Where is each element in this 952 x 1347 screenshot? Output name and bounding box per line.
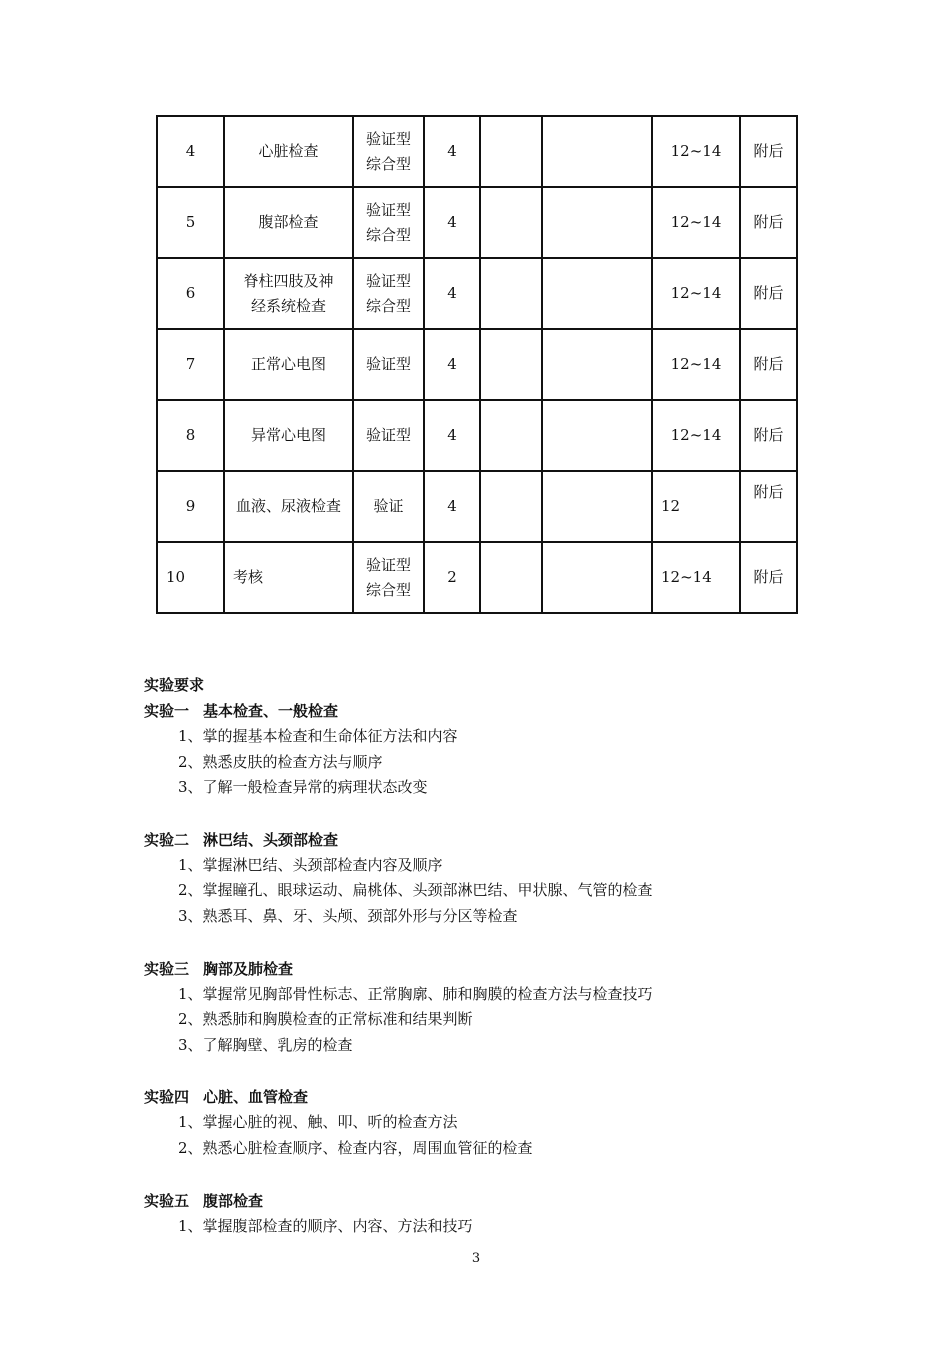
cell-experiment-name-line: 血液、尿液检查 xyxy=(235,497,341,515)
cell-empty xyxy=(542,542,652,613)
cell-note: 附后 xyxy=(740,471,797,542)
table-row xyxy=(157,471,797,542)
cell-group-size: 12~14 xyxy=(652,400,740,471)
requirements-title: 实验要求 xyxy=(144,676,205,694)
cell-experiment-type-line: 验证 xyxy=(373,497,404,515)
cell-group-size: 12~14 xyxy=(652,258,740,329)
cell-experiment-type xyxy=(353,400,424,471)
cell-note: 附后 xyxy=(740,258,797,329)
cell-experiment-type xyxy=(353,116,424,187)
cell-experiment-name-line: 心脏检查 xyxy=(258,142,319,160)
cell-experiment-type-line: 验证型 xyxy=(365,355,411,373)
cell-experiment-name xyxy=(224,187,353,258)
requirement-item: 1、掌的握基本检查和生命体征方法和内容 xyxy=(178,727,458,745)
table-row xyxy=(157,542,797,613)
section-title: 腹部检查 xyxy=(203,1191,264,1210)
cell-experiment-name xyxy=(224,542,353,613)
cell-empty xyxy=(542,329,652,400)
cell-experiment-name-line: 脊柱四肢及神 xyxy=(243,271,334,290)
requirement-section xyxy=(144,1188,844,1240)
cell-empty xyxy=(480,471,542,542)
table-row xyxy=(157,187,797,258)
requirement-item: 3、熟悉耳、鼻、牙、头颅、颈部外形与分区等检查 xyxy=(178,906,518,925)
cell-group-size: 12 xyxy=(652,471,740,542)
cell-hours: 4 xyxy=(424,187,480,258)
cell-empty xyxy=(542,258,652,329)
section-label: 实验二 xyxy=(144,830,190,849)
cell-experiment-name xyxy=(224,400,353,471)
requirements-block xyxy=(144,672,844,1265)
cell-group-size: 12~14 xyxy=(652,116,740,187)
cell-number: 10 xyxy=(157,542,224,613)
section-heading xyxy=(144,956,844,982)
cell-number: 8 xyxy=(157,400,224,471)
cell-experiment-type-line: 验证型 xyxy=(365,200,411,219)
section-label: 实验五 xyxy=(144,1191,190,1210)
requirement-item: 2、熟悉心脏检查顺序、检查内容，周围血管征的检查 xyxy=(178,1138,533,1157)
cell-experiment-name xyxy=(224,471,353,542)
cell-number: 4 xyxy=(157,116,224,187)
cell-experiment-type-line: 综合型 xyxy=(365,296,411,315)
table-row xyxy=(157,258,797,329)
cell-experiment-name xyxy=(224,116,353,187)
section-title: 基本检查、一般检查 xyxy=(203,702,339,720)
section-title: 淋巴结、头颈部检查 xyxy=(203,830,339,849)
cell-experiment-type-line: 验证型 xyxy=(365,271,411,290)
cell-empty xyxy=(480,400,542,471)
section-heading xyxy=(144,1188,844,1214)
cell-number: 5 xyxy=(157,187,224,258)
cell-group-size: 12~14 xyxy=(652,187,740,258)
cell-experiment-name-line: 腹部检查 xyxy=(258,213,319,231)
cell-empty xyxy=(542,187,652,258)
section-heading xyxy=(144,1084,844,1110)
requirement-item: 2、熟悉皮肤的检查方法与顺序 xyxy=(178,752,383,771)
cell-experiment-type-line: 综合型 xyxy=(365,580,411,599)
cell-number: 6 xyxy=(157,258,224,329)
cell-note: 附后 xyxy=(740,542,797,613)
cell-experiment-type xyxy=(353,187,424,258)
cell-number: 9 xyxy=(157,471,224,542)
experiment-table xyxy=(156,115,798,614)
section-label: 实验四 xyxy=(144,1088,190,1107)
table-row xyxy=(157,400,797,471)
cell-experiment-type-line: 综合型 xyxy=(365,225,411,244)
cell-note: 附后 xyxy=(740,400,797,471)
requirement-item: 1、掌握腹部检查的顺序、内容、方法和技巧 xyxy=(178,1216,473,1235)
section-title: 胸部及肺检查 xyxy=(203,959,294,978)
requirement-item: 3、了解胸壁、乳房的检查 xyxy=(178,1035,353,1054)
cell-group-size: 12~14 xyxy=(652,329,740,400)
cell-empty xyxy=(480,542,542,613)
section-heading xyxy=(144,698,844,724)
cell-experiment-type-line: 综合型 xyxy=(365,154,411,173)
cell-note: 附后 xyxy=(740,187,797,258)
cell-experiment-type-line: 验证型 xyxy=(365,555,411,574)
cell-experiment-name-line: 正常心电图 xyxy=(250,355,326,373)
cell-empty xyxy=(542,116,652,187)
section-title: 心脏、血管检查 xyxy=(203,1088,309,1107)
cell-experiment-type xyxy=(353,258,424,329)
cell-experiment-name xyxy=(224,329,353,400)
cell-group-size: 12~14 xyxy=(652,542,740,613)
cell-experiment-name xyxy=(224,258,353,329)
requirement-section xyxy=(144,698,844,801)
page-number: 3 xyxy=(471,1251,481,1266)
cell-hours: 4 xyxy=(424,329,480,400)
requirement-item: 2、熟悉肺和胸膜检查的正常标准和结果判断 xyxy=(178,1010,473,1029)
requirement-section xyxy=(144,1084,844,1161)
cell-hours: 4 xyxy=(424,400,480,471)
cell-hours: 4 xyxy=(424,471,480,542)
cell-experiment-name-line: 经系统检查 xyxy=(250,296,326,315)
section-label: 实验三 xyxy=(144,959,190,978)
cell-experiment-type-line: 验证型 xyxy=(365,129,411,148)
requirement-item: 3、了解一般检查异常的病理状态改变 xyxy=(178,778,428,797)
requirement-item: 1、掌握淋巴结、头颈部检查内容及顺序 xyxy=(178,855,443,874)
cell-empty xyxy=(480,187,542,258)
cell-experiment-type xyxy=(353,471,424,542)
table-row xyxy=(157,116,797,187)
section-label: 实验一 xyxy=(144,702,190,720)
experiment-table-body xyxy=(157,116,797,613)
cell-hours: 4 xyxy=(424,116,480,187)
cell-empty xyxy=(480,258,542,329)
cell-experiment-type xyxy=(353,542,424,613)
cell-experiment-name-line: 异常心电图 xyxy=(250,426,326,444)
requirement-section xyxy=(144,827,844,930)
cell-note: 附后 xyxy=(740,116,797,187)
cell-hours: 4 xyxy=(424,258,480,329)
cell-hours: 2 xyxy=(424,542,480,613)
cell-empty xyxy=(542,400,652,471)
requirement-item: 1、掌握心脏的视、触、叩、听的检查方法 xyxy=(178,1113,458,1132)
cell-experiment-type xyxy=(353,329,424,400)
requirement-section xyxy=(144,956,844,1059)
cell-note: 附后 xyxy=(740,329,797,400)
requirement-item: 2、掌握瞳孔、眼球运动、扁桃体、头颈部淋巴结、甲状腺、气管的检查 xyxy=(178,881,653,900)
cell-experiment-name-line: 考核 xyxy=(233,568,264,586)
section-heading xyxy=(144,827,844,853)
cell-experiment-type-line: 验证型 xyxy=(365,426,411,444)
cell-number: 7 xyxy=(157,329,224,400)
requirements-sections xyxy=(144,698,844,1239)
requirement-item: 1、掌握常见胸部骨性标志、正常胸廓、肺和胸膜的检查方法与检查技巧 xyxy=(178,984,653,1003)
cell-empty xyxy=(480,116,542,187)
cell-empty xyxy=(542,471,652,542)
table-row xyxy=(157,329,797,400)
cell-empty xyxy=(480,329,542,400)
